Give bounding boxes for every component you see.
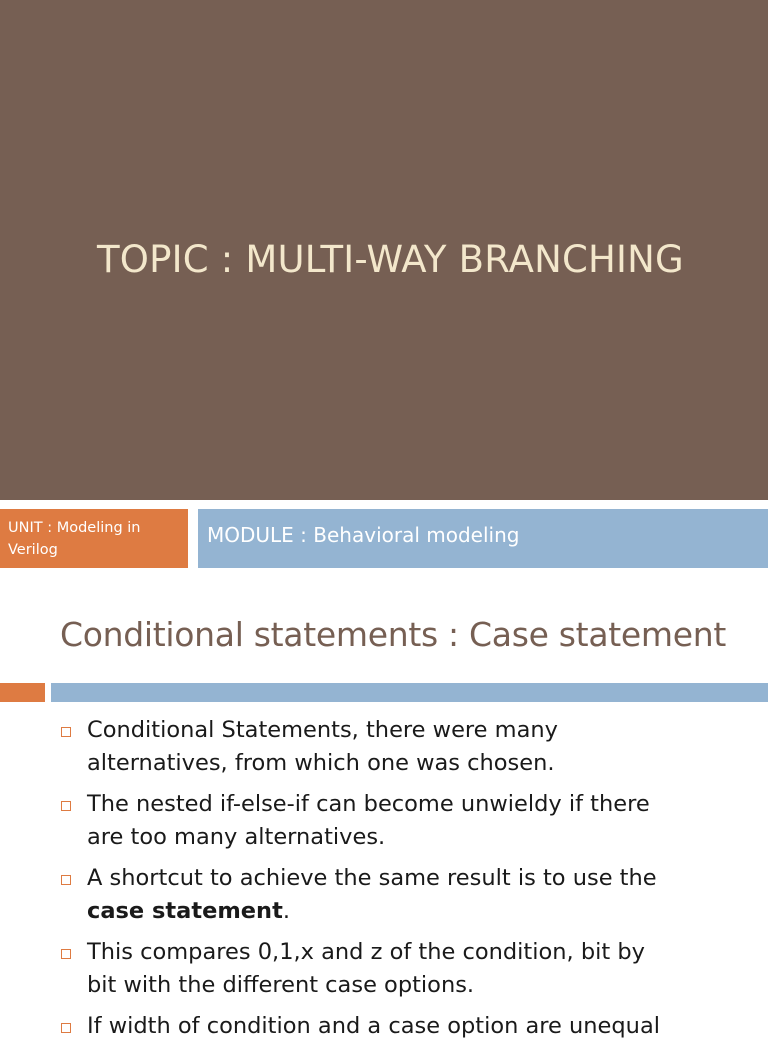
list-item <box>0 862 768 928</box>
bullet-text-line: This compares 0,1,x and z of the condition, bit by <box>87 939 645 965</box>
bullet-text-line: alternatives, from which one was chosen. <box>87 750 555 776</box>
bullet-text-tail: . <box>282 898 290 924</box>
topic-title: TOPIC : MULTI-WAY BRANCHING <box>97 238 684 281</box>
square-bullet-icon <box>61 949 71 959</box>
bullet-text-line: The nested if-else-if can become unwieldy if there <box>87 791 650 817</box>
square-bullet-icon <box>61 801 71 811</box>
list-item <box>0 714 768 780</box>
bullet-text-line: bit with the different case options. <box>87 972 475 998</box>
bullet-text-line: A shortcut to achieve the same result is to use the <box>87 865 657 891</box>
bullet-text-line: Conditional Statements, there were many <box>87 717 558 743</box>
unit-label-box <box>0 509 188 568</box>
square-bullet-icon <box>61 1023 71 1033</box>
slide-heading: Conditional statements : Case statement <box>60 615 726 654</box>
bullet-text-line: If width of condition and a case option are unequal <box>87 1013 660 1039</box>
list-item <box>0 936 768 1002</box>
title-slide <box>0 0 768 500</box>
accent-bar-blue <box>51 683 768 702</box>
list-item <box>0 1010 768 1043</box>
bullet-list <box>0 714 768 1051</box>
module-label-box <box>198 509 768 568</box>
unit-label: UNIT : Modeling in Verilog <box>8 520 141 558</box>
square-bullet-icon <box>61 727 71 737</box>
module-label: MODULE : Behavioral modeling <box>207 523 520 547</box>
list-item <box>0 788 768 854</box>
bold-term: case statement <box>87 898 283 924</box>
accent-bar-orange <box>0 683 45 702</box>
square-bullet-icon <box>61 875 71 885</box>
bullet-text-line <box>87 895 748 928</box>
bullet-text-line: are too many alternatives. <box>87 824 386 850</box>
